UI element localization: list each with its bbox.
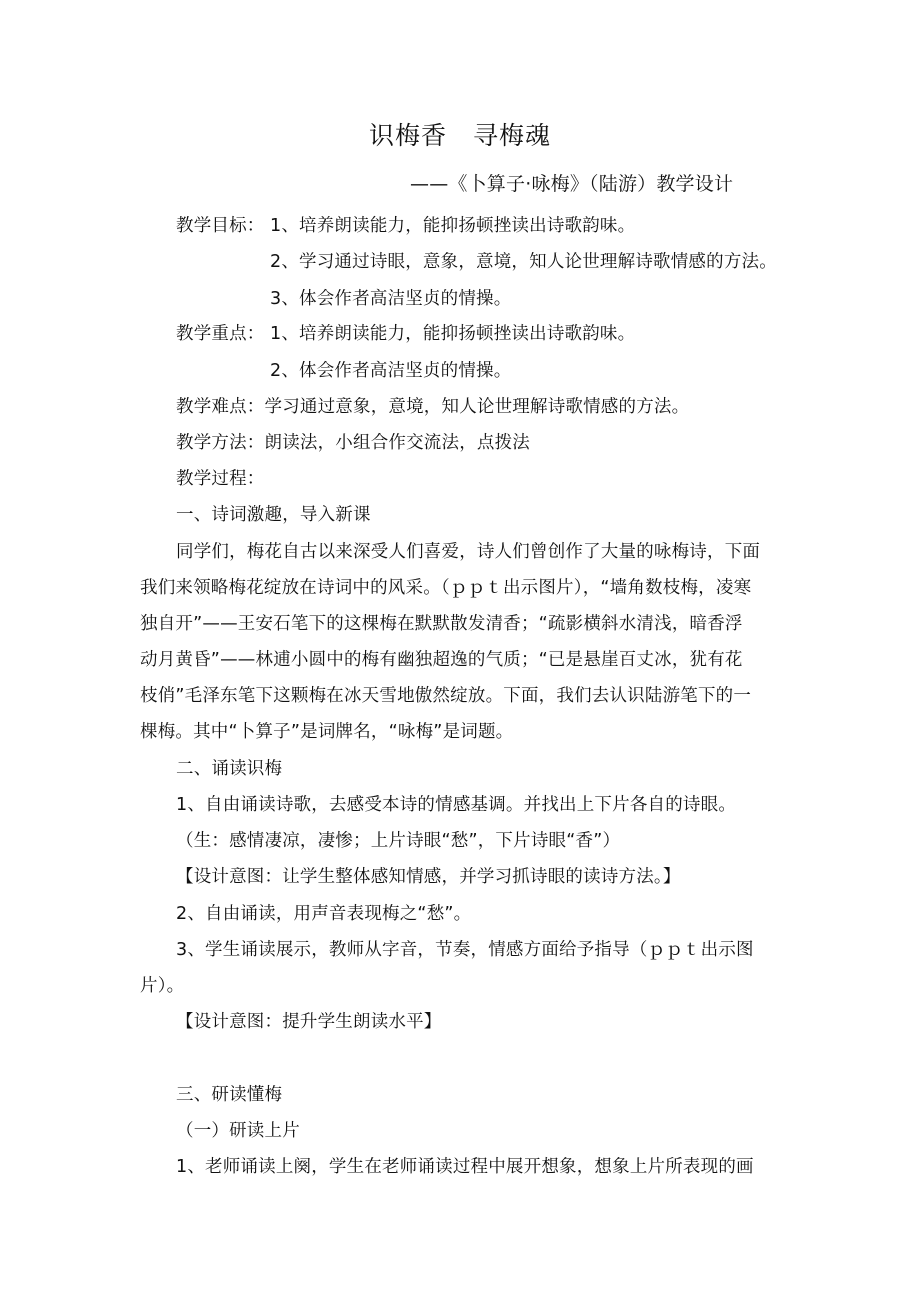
design-intent: 【设计意图：让学生整体感知情感，并学习抓诗眼的读诗方法。】 bbox=[176, 867, 681, 887]
key-points-label: 教学重点： bbox=[176, 324, 265, 344]
list-item: 2、自由诵读，用声音表现梅之“愁”。 bbox=[176, 904, 472, 924]
list-item: 1、自由诵读诗歌，去感受本诗的情感基调。并找出上下片各自的诗眼。 bbox=[176, 795, 737, 815]
difficulty-text: 教学难点：学习通过意象，意境，知人论世理解诗歌情感的方法。 bbox=[176, 397, 690, 417]
section-heading: 二、诵读识梅 bbox=[176, 759, 283, 779]
design-intent: 【设计意图：提升学生朗读水平】 bbox=[176, 1012, 442, 1032]
section-heading: 三、研读懂梅 bbox=[176, 1085, 283, 1105]
subsection-heading: （一）研读上片 bbox=[176, 1121, 300, 1141]
objective-item: 3、体会作者高洁坚贞的情操。 bbox=[270, 289, 512, 309]
paragraph-line: 独自开”——王安石笔下的这棵梅在默默散发清香；“疏影横斜水清浅，暗香浮 bbox=[140, 614, 743, 634]
list-item-continuation: 片）。 bbox=[140, 976, 185, 996]
answer-text: （生：感情凄凉，凄惨；上片诗眼“愁”，下片诗眼“香”） bbox=[176, 831, 621, 851]
paragraph-line: 动月黄昏”——林逋小圆中的梅有幽独超逸的气质；“已是悬崖百丈冰，犹有花 bbox=[140, 650, 743, 670]
key-point-item: 1、培养朗读能力，能抑扬顿挫读出诗歌韵味。 bbox=[270, 324, 636, 344]
objective-item: 2、学习通过诗眼，意象，意境，知人论世理解诗歌情感的方法。 bbox=[270, 252, 777, 272]
list-item: 1、老师诵读上阕，学生在老师诵读过程中展开想象，想象上片所表现的画 bbox=[176, 1157, 754, 1177]
paragraph-line: 棵梅。其中“卜算子”是词牌名，“咏梅”是词题。 bbox=[140, 722, 514, 742]
paragraph-line: 我们来领略梅花绽放在诗词中的风采。（ｐｐｔ出示图片），“墙角数枝梅，凌寒 bbox=[140, 578, 752, 598]
paragraph-line: 枝俏”毛泽东笔下这颗梅在冰天雪地傲然绽放。下面，我们去认识陆游笔下的一 bbox=[140, 686, 752, 706]
document-title: 识梅香 寻梅魂 bbox=[368, 121, 551, 150]
objectives-label: 教学目标： bbox=[176, 216, 265, 236]
document-subtitle: ——《卜算子·咏梅》（陆游）教学设计 bbox=[410, 173, 734, 195]
paragraph-line: 同学们，梅花自古以来深受人们喜爱，诗人们曾创作了大量的咏梅诗，下面 bbox=[176, 542, 761, 562]
section-heading: 一、诗词激趣，导入新课 bbox=[176, 505, 371, 525]
methods-text: 教学方法：朗读法，小组合作交流法，点拨法 bbox=[176, 433, 530, 453]
objective-item: 1、培养朗读能力，能抑扬顿挫读出诗歌韵味。 bbox=[270, 216, 636, 236]
list-item: 3、学生诵读展示，教师从字音，节奏，情感方面给予指导（ｐｐｔ出示图 bbox=[176, 940, 754, 960]
key-point-item: 2、体会作者高洁坚贞的情操。 bbox=[270, 361, 512, 381]
process-label: 教学过程： bbox=[176, 469, 265, 489]
